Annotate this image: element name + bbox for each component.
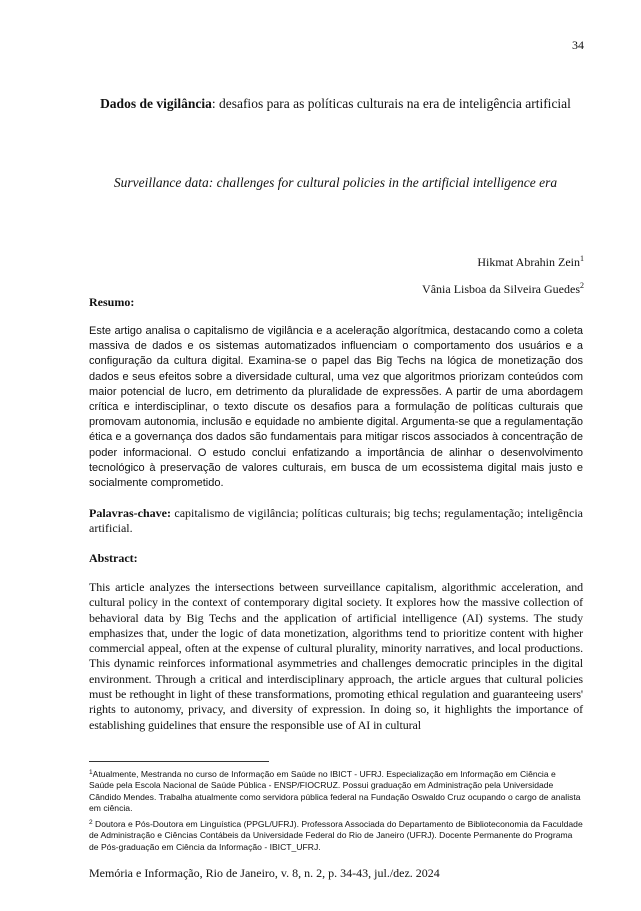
page-number: 34 bbox=[572, 38, 584, 52]
article-title-bold: Dados de vigilância bbox=[100, 96, 212, 111]
footnote-divider bbox=[89, 761, 269, 762]
author-2: Vânia Lisboa da Silveira Guedes$^2$ bbox=[422, 281, 584, 296]
resumo-text: Este artigo analisa o capitalismo de vigilância e a aceleração algorítmica, destacando como a coleta massiva de dados e os sistemas automatizados influenciam o comportamento dos usuários e a configuração da cultura digital. Examina-se o papel das Big Techs na lógica de monetização dos dados e seus efeitos sobre a diversidade cultural, uma vez que algoritmos priorizam conteúdos com maior potencial de lucro, em detrimento da pluralidade de expressões. A partir de uma abordagem crítica e interdisciplinar, o texto discute os desafios para a formulação de políticas culturais que promovam autonomia, inclusão e equidade no ambiente digital. Argumenta-se que a regulamentação ética e a governança dos dados são fundamentais para mitigar riscos associados à concentração de poder informacional. O estudo conclui enfatizando a importância de alinhar o desenvolvimento tecnológico à preservação de valores culturais, em busca de um ecossistema digital mais justo e socialmente comprometido. bbox=[89, 325, 583, 490]
keywords-label: Palavras-chave: bbox=[89, 506, 171, 520]
article-title bbox=[88, 92, 583, 115]
footnote-1: $^1$Atualmente, Mestranda no curso de Informação em Saúde no IBICT - UFRJ. Especialização em Informação em Ciência e Saúde pela Escola Nacional de Saúde Pública - ENSP/FIOCRUZ. Possui graduação em Administração pela Universidade Cândido Mendes. Trabalha atualmente como servidora pública federal na Fundação Oswaldo Cruz ocupando o cargo de analista em ciência. bbox=[89, 769, 581, 813]
journal-footer: Memória e Informação, Rio de Janeiro, v. 8, n. 2, p. 34-43, jul./dez. 2024 bbox=[89, 866, 440, 880]
resumo-heading: Resumo: bbox=[89, 295, 135, 309]
author-2-note: 2 bbox=[580, 281, 584, 290]
article-title-rest: : desafios para as políticas culturais na era de inteligência artificial bbox=[211, 96, 571, 111]
author-1-note: 1 bbox=[580, 254, 584, 263]
keywords bbox=[89, 506, 583, 536]
article-title-english: Surveillance data: challenges for cultural policies in the artificial intelligence era bbox=[113, 175, 558, 190]
footnote-2: $^2$ Doutora e Pós-Doutora em Linguística (PPGL/UFRJ). Professora Associada do Departamento de Biblioteconomia da Faculdade de Administração e Ciências Contábeis da Universidade Federal do Rio de Janeiro (UFRJ). Docente Permanente do Programa de Pós-graduação em Ciência da Informação - IBICT_UFRJ. bbox=[89, 819, 583, 852]
author-list bbox=[422, 247, 584, 301]
keywords-text: capitalismo de vigilância; políticas culturais; big techs; regulamentação; inteligência artificial. bbox=[89, 506, 583, 535]
abstract-text: This article analyzes the intersections between surveillance capitalism, algorithmic acceleration, and cultural policy in the context of contemporary digital society. It explores how the massive collection of behavioral data by Big Techs and the application of artificial intelligence (AI) systems. The study emphasizes that, under the logic of data monetization, algorithms tend to prioritize content with higher commercial appeal, often at the expense of cultural plurality, minority narratives, and local productions. This dynamic reinforces informational asymmetries and challenges democratic principles in the digital environment. Through a critical and interdisciplinary approach, the article argues that cultural policies must be rethought in light of these transformations, promoting ethical regulation and guaranteeing users' rights to autonomy, privacy, and diversity of expression. In doing so, it highlights the importance of establishing guidelines that ensure the responsible use of AI in cultural bbox=[89, 580, 583, 732]
author-1: Hikmat Abrahin Zein$^1$ bbox=[477, 254, 584, 269]
abstract-heading: Abstract: bbox=[89, 551, 138, 565]
